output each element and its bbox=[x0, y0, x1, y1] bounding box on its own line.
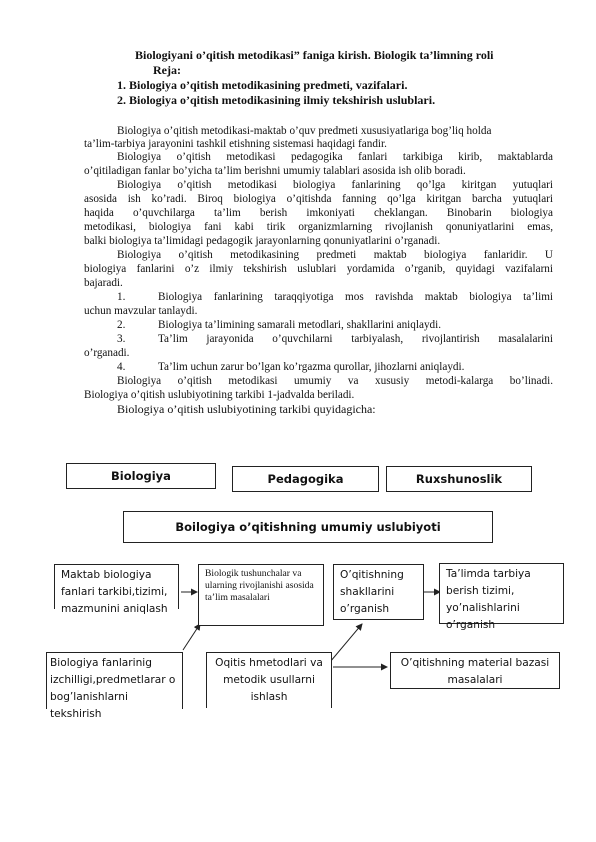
task-number: 4. bbox=[117, 361, 126, 373]
diagram-box-biologiya: Biologiya bbox=[66, 463, 216, 489]
paragraph-line: Biologiya o’qitish uslubiyotining tarkibi quyidagicha: bbox=[117, 402, 376, 416]
diagram-box-pedagogika: Pedagogika bbox=[232, 466, 379, 492]
task-text: Ta’lim jarayonida o’quvchilarni tarbiyalash, rivojlantirish masalalarini bbox=[158, 333, 553, 345]
diagram-box-talim: Ta’limda tarbiya berish tizimi, yo’nalishlarini o’rganish bbox=[439, 563, 564, 624]
plan-item-1: 1. Biologiya o’qitish metodikasining predmeti, vazifalari. bbox=[117, 78, 408, 92]
diagram-text-izchillik: Biologiya fanlarinig izchilligi,predmetlarar o bog’lanishlarni tekshirish bbox=[50, 657, 176, 720]
paragraph-line: haqida o’quvchilarga ta’lim berish imkoniyati cheklangan. Binobarin biologiya bbox=[84, 207, 553, 219]
paragraph-line: Biologiya o’qitish uslubiyotining tarkibi 1-jadvalda beriladi. bbox=[84, 389, 355, 401]
task-text: Ta’lim uchun zarur bo’lgan ko’rgazma qurollar, jihozlarni aniqlaydi. bbox=[158, 361, 465, 373]
diagram-box-umumiy-uslubiyot: Boilogiya o’qitishning umumiy uslubiyoti bbox=[123, 511, 493, 543]
paragraph-line: metodikasi, biologiya fani kabi tirik organizmlarning rivojlanish qonuniyatlarini emas, bbox=[84, 221, 553, 233]
task-number: 2. bbox=[117, 319, 126, 331]
diagram-box-material: O’qitishning material bazasi masalalari bbox=[390, 652, 560, 689]
paragraph-line: asosida ish ko’radi. Biroq biologiya o’qitishda fanning qo’lga kiritgan barcha yutuqlari bbox=[84, 193, 553, 205]
paragraph-line: balki biologiya ta’limidagi pedagogik jarayonlarning qonuniyatlarini o’rganadi. bbox=[84, 235, 441, 247]
task-text: Biologiya fanlarining taraqqiyotiga mos ravishda maktab biologiya ta’limi bbox=[158, 291, 553, 303]
diagram-box-shakllar: O’qitishning shakllarini o’rganish bbox=[333, 564, 424, 620]
plan-item-2: 2. Biologiya o’qitish metodikasining ilmiy tekshirish uslublari. bbox=[117, 93, 436, 107]
diagram-box-izchillik bbox=[46, 652, 183, 720]
plan-label: Reja: bbox=[153, 63, 181, 77]
paragraph-line: ta’lim-tarbiya jarayonini tashkil etishning sistemasi haqidagi fandir. bbox=[84, 138, 387, 150]
paragraph-line: Biologiya o’qitish metodikasi pedagogika fanlari tarkibiga kirib, maktablarda bbox=[117, 151, 553, 163]
diagram-box-oqitis: Oqitis hmetodlari va metodik usullarni ishlash bbox=[206, 652, 332, 708]
diagram-text-maktab: Maktab biologiya fanlari tarkibi,tizimi, mazmunini aniqlash bbox=[61, 569, 168, 615]
paragraph-line: Biologiya o’qitish metodikasi biologiya fanlarining qo’lga kiritgan yutuqlari bbox=[117, 179, 553, 191]
task-number: 1. bbox=[117, 291, 126, 303]
paragraph-line: Biologiya o’qitish metodikasining predmeti maktab biologiya fanlaridir. U bbox=[117, 249, 553, 261]
task-text: uchun mavzular tanlaydi. bbox=[84, 305, 198, 317]
document-title: Biologiyani o’qitish metodikasi” faniga kirish. Biologik ta’limning roli bbox=[135, 48, 494, 62]
task-number: 3. bbox=[117, 333, 126, 345]
paragraph-line: o’qitiladigan fanlar bo’yicha ta’lim berishni umumiy talablari asosida ish olib boradi. bbox=[84, 165, 466, 177]
paragraph-line: Biologiya o’qitish metodikasi umumiy va xususiy metodi-kalarga bo’linadi. bbox=[117, 375, 553, 387]
paragraph-line: biologiya fanlarini o’z ilmiy tekshirish uslublari yordamida o’rganib, quyidagi vazifalarni bbox=[84, 263, 553, 275]
arrow-oqitis-to-shakllar bbox=[330, 624, 362, 662]
paragraph-line: bajaradi. bbox=[84, 277, 123, 289]
diagram-box-maktab bbox=[54, 564, 179, 615]
diagram-box-biologik: Biologik tushunchalar va ularning rivojlanishi asosida ta’lim masalalari bbox=[198, 564, 324, 626]
task-text: o’rganadi. bbox=[84, 347, 130, 359]
diagram-box-ruxshunoslik: Ruxshunoslik bbox=[386, 466, 532, 492]
paragraph-line: Biologiya o’qitish metodikasi-maktab o’quv predmeti xususiyatlariga bog’liq holda bbox=[117, 125, 492, 137]
arrow-izchillik-to-biologik bbox=[183, 624, 200, 650]
task-text: Biologiya ta’limining samarali metodlari, shakllarini aniqlaydi. bbox=[158, 319, 442, 331]
